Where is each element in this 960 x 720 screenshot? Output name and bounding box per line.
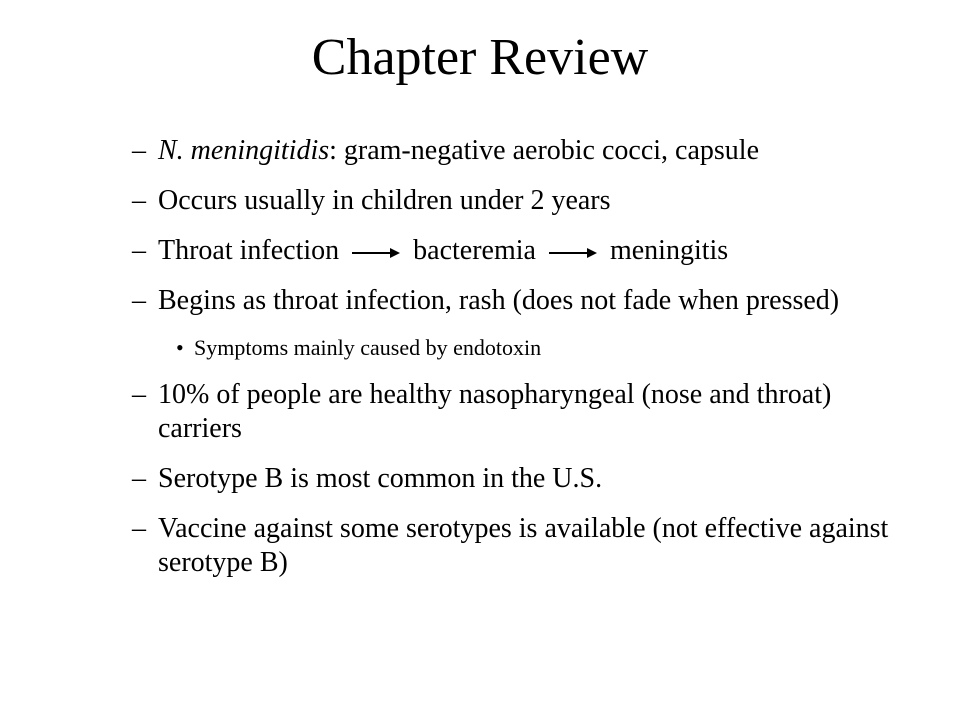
bullet-marker: –	[132, 135, 146, 166]
bullet-carriers	[132, 378, 902, 446]
bullet-marker: –	[132, 285, 146, 316]
bullet-age	[132, 184, 902, 218]
bullet-list	[132, 134, 902, 596]
bullet-marker: –	[132, 463, 146, 494]
bullet-marker: –	[132, 235, 146, 266]
bullet-rash	[132, 284, 902, 318]
bullet-marker: –	[132, 513, 146, 544]
right-arrow-icon	[350, 246, 402, 260]
progression-step-throat: Throat infection	[158, 235, 340, 266]
progression-step-meningitis: meningitis	[609, 235, 729, 266]
sub-bullet-endotoxin	[176, 334, 902, 362]
sub-bullet-marker: •	[176, 335, 184, 360]
slide-title: Chapter Review	[311, 29, 649, 86]
bullet-text: Serotype B is most common in the U.S.	[158, 463, 603, 494]
bullet-marker: –	[132, 185, 146, 216]
bullet-marker: –	[132, 379, 146, 410]
bullet-progression	[132, 234, 902, 268]
progression-step-bacteremia: bacteremia	[413, 235, 536, 266]
organism-description: : gram-negative aerobic cocci, capsule	[329, 135, 760, 166]
bullet-text: Occurs usually in children under 2 years	[158, 185, 611, 216]
sub-bullet-text: Symptoms mainly caused by endotoxin	[194, 335, 542, 360]
bullet-organism	[132, 134, 902, 168]
bullet-text: Vaccine against some serotypes is available (not effective against serotype B)	[158, 513, 889, 578]
bullet-text: Begins as throat infection, rash (does not fade when pressed)	[158, 285, 840, 316]
bullet-serotype	[132, 462, 902, 496]
organism-name: N. meningitidis	[158, 135, 330, 166]
bullet-text: 10% of people are healthy nasopharyngeal (nose and throat) carriers	[158, 379, 832, 444]
right-arrow-icon	[547, 246, 599, 260]
bullet-vaccine	[132, 512, 902, 580]
